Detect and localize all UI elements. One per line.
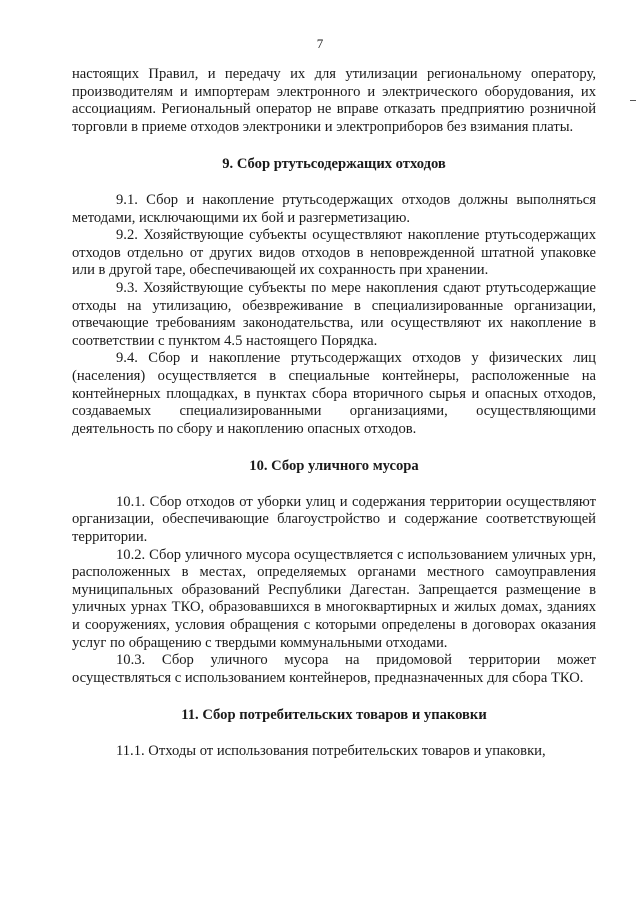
margin-mark xyxy=(630,100,636,101)
paragraph-continuation: настоящих Правил, и передачу их для утилизации региональному оператору, производителям и импортерам электронного и электрического оборудования, их ассоциациям. Региональный оператор не вправе отказать предприятию розничной торговли в приеме отходов электроники и электроприборов без взимания платы. xyxy=(72,66,596,135)
paragraph-9-2: 9.2. Хозяйствующие субъекты осуществляют накопление ртутьсодержащих отходов отдельно от других видов отходов в неповрежденной штатной упаковке или в другой таре, обеспечивающей их сохранность при хранении. xyxy=(72,227,596,279)
section-heading-10: 10. Сбор уличного мусора xyxy=(249,458,419,475)
paragraph-9-1: 9.1. Сбор и накопление ртутьсодержащих отходов должны выполняться методами, исключающими их бой и разгерметизацию. xyxy=(72,191,596,226)
section-heading-9: 9. Сбор ртутьсодержащих отходов xyxy=(222,156,446,173)
paragraph-11-1: 11.1. Отходы от использования потребительских товаров и упаковки, xyxy=(116,743,546,759)
section-heading-11: 11. Сбор потребительских товаров и упаковки xyxy=(181,707,487,724)
page-number: 7 xyxy=(316,36,324,51)
paragraph-9-3: 9.3. Хозяйствующие субъекты по мере накопления сдают ртутьсодержащие отходы на утилизацию, обезвреживание в специализированные организации, отвечающие требованиям законодательства, или осуществляют их накопление в соответствии с пунктом 4.5 настоящего Порядка. xyxy=(72,279,596,349)
paragraph-10-2: 10.2. Сбор уличного мусора осуществляется с использованием уличных урн, расположенных в местах, определяемых органами местного самоуправления муниципальных образований Республики Дагестан. Запрещается размещение в уличных урнах ТКО, образовавшихся в многоквартирных и жилых домах, зданиях и сооружениях, условия обращения с которыми определены в договорах оказания услуг по обращению с твердыми коммунальными отходами. xyxy=(72,546,596,651)
paragraph-9-4: 9.4. Сбор и накопление ртутьсодержащих отходов у физических лиц (населения) осуществляется в специальные контейнеры, расположенные на контейнерных площадках, в пунктах сбора вторичного сырья и опасных отходов, создаваемых специализированными организациями, осуществляющими деятельность по сбору и накоплению опасных отходов. xyxy=(72,350,596,437)
document-body xyxy=(72,66,596,761)
paragraph-10-1: 10.1. Сбор отходов от уборки улиц и содержания территории осуществляют организации, обеспечивающие благоустройство и содержание соответствующей территории. xyxy=(72,493,596,546)
paragraph-10-3: 10.3. Сбор уличного мусора на придомовой территории может осуществляться с использованием контейнеров, предназначенных для сбора ТКО. xyxy=(72,652,596,686)
